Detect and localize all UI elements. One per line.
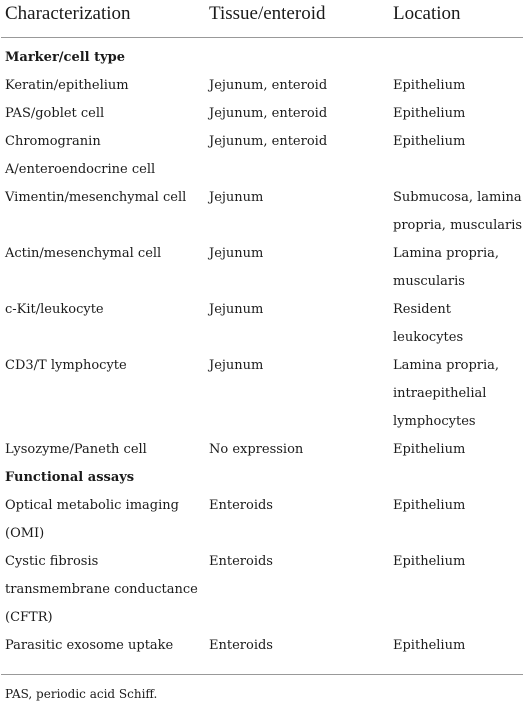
cell-location: Lamina propria, intraepithelial lymphocytes [393,358,500,429]
cell-tissue-enteroid: Jejunum, enteroid [209,134,328,149]
cell-location: Epithelium [393,78,466,93]
header-location: Location [389,0,523,38]
cell-tissue-enteroid: Jejunum, enteroid [209,106,328,121]
cell-tissue-enteroid: Jejunum [209,358,264,373]
cell-location: Lamina propria, muscularis [393,246,500,289]
table-row [1,128,523,184]
cell-characterization: Vimentin/mesenchymal cell [5,190,187,205]
cell-characterization: Actin/mesenchymal cell [5,246,162,261]
cell-location [389,464,523,492]
header-characterization: Characterization [1,0,205,38]
table-row [1,436,523,464]
cell-location: Epithelium [393,498,466,513]
header-tissue-enteroid: Tissue/enteroid [205,0,389,38]
table-row [1,72,523,100]
cell-location: Submucosa, lamina propria, muscularis [393,190,523,233]
cell-characterization: Functional assays [5,470,135,485]
cell-tissue-enteroid [205,38,389,73]
cell-characterization: Chromogranin A/enteroendocrine cell [5,134,156,177]
cell-tissue-enteroid [205,464,389,492]
cell-location: Epithelium [393,554,466,569]
table-header [1,0,523,38]
cell-characterization: c-Kit/leukocyte [5,302,104,317]
cell-tissue-enteroid: Jejunum [209,302,264,317]
cell-tissue-enteroid: Enteroids [209,638,273,653]
section-row [1,38,523,73]
cell-characterization: Keratin/epithelium [5,78,129,93]
table-row [1,492,523,548]
cell-tissue-enteroid: Jejunum, enteroid [209,78,328,93]
cell-location: Epithelium [393,638,466,653]
table-body [1,38,523,675]
cell-tissue-enteroid: Jejunum [209,246,264,261]
table-row [1,100,523,128]
cell-characterization: PAS/goblet cell [5,106,105,121]
cell-characterization: Marker/cell type [5,50,126,65]
cell-characterization: Optical metabolic imaging (OMI) [5,498,179,541]
cell-characterization: Cystic fibrosis transmembrane conductance (CFTR) [5,554,198,625]
table-row [1,352,523,436]
cell-location: Resident leukocytes [393,302,464,345]
cell-characterization: Lysozyme/Paneth cell [5,442,147,457]
table-row [1,632,523,674]
cell-location: Epithelium [393,106,466,121]
table-row [1,296,523,352]
header-row [1,0,523,38]
cell-tissue-enteroid: Enteroids [209,554,273,569]
cell-characterization: CD3/T lymphocyte [5,358,127,373]
cell-tissue-enteroid: No expression [209,442,304,457]
cell-tissue-enteroid: Enteroids [209,498,273,513]
cell-location: Epithelium [393,442,466,457]
cell-characterization: Parasitic exosome uptake [5,638,174,653]
section-row [1,464,523,492]
table-row [1,548,523,632]
table-footnote: PAS, periodic acid Schiff. [5,687,158,701]
cell-location: Epithelium [393,134,466,149]
characterization-table [1,0,523,674]
cell-tissue-enteroid: Jejunum [209,190,264,205]
table-row [1,184,523,240]
cell-location [389,38,523,73]
table-row [1,240,523,296]
